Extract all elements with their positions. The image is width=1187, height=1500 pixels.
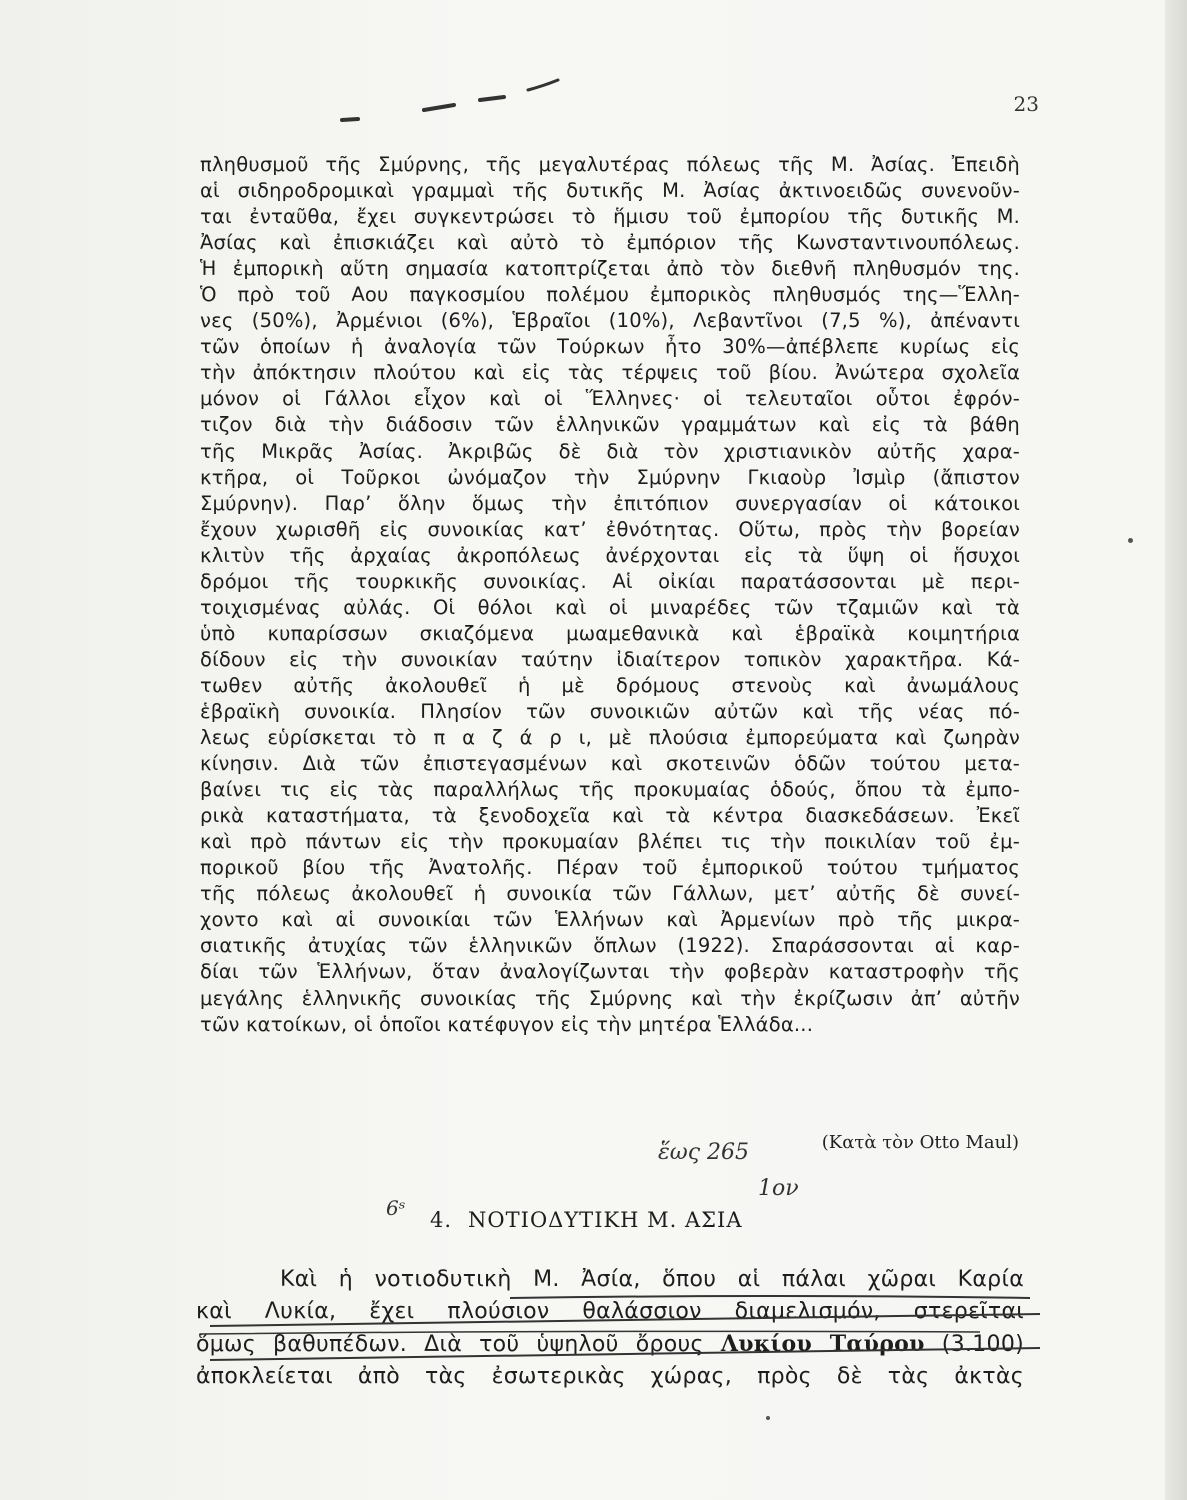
- text-line: ἀποκλείεται ἀπὸ τὰς ἐσωτερικὰς χώρας, πρὸς δὲ τὰς ἀκτὰς: [196, 1364, 1024, 1389]
- attribution: (Κατὰ τὸν Otto Maul): [821, 1132, 1019, 1153]
- text-line: τῶν ὁποίων ἡ ἀναλογία τῶν Τούρκων ἦτο 30%—ἀπέβλεπε κυρίως εἰς: [200, 335, 1020, 359]
- section-number: 4.: [430, 1208, 453, 1232]
- text-line: αἱ σιδηροδρομικαὶ γραμμαὶ τῆς δυτικῆς Μ. Ἀσίας ἀκτινοειδῶς συνενοῦν-: [200, 179, 1020, 203]
- text-line: δρόμοι τῆς τουρκικῆς συνοικίας. Αἱ οἰκίαι παρατάσσονται μὲ περι-: [200, 569, 1020, 593]
- section-title: ΝΟΤΙΟΔΥΤΙΚΗ Μ. ΑΣΙΑ: [468, 1208, 743, 1232]
- text-line: Ὁ πρὸ τοῦ Αου παγκοσμίου πολέμου ἐμπορικὸς πληθυσμός της—Ἕλλη-: [200, 283, 1020, 307]
- text-line: νες (50%), Ἀρμένιοι (6%), Ἑβραῖοι (10%), Λεβαντῖνοι (7,5 %), ἀπέναντι: [200, 309, 1020, 333]
- text-line: μεγάλης ἑλληνικῆς συνοικίας τῆς Σμύρνης καὶ τὴν ἐκρίζωσιν ἀπ’ αὐτῆν: [200, 986, 1020, 1010]
- text-line: λεως εὑρίσκεται τὸ π α ζ ά ρ ι, μὲ πλούσια ἐμπορεύματα καὶ ζωηρὰν: [200, 726, 1020, 750]
- pen-underlines: [180, 1290, 1040, 1410]
- text-line: τὴν ἀπόκτησιν πλούτου καὶ εἰς τὰς τέρψεις τοῦ βίου. Ἀνώτερα σχολεῖα: [200, 361, 1020, 385]
- text-line: ἑβραϊκὴ συνοικία. Πλησίον τῶν συνοικιῶν αὐτῶν καὶ τῆς νέας πό-: [200, 699, 1020, 723]
- text-line: τῆς πόλεως ἀκολουθεῖ ἡ συνοικία τῶν Γάλλων, μετ’ αὐτῆς δὲ συνεί-: [200, 882, 1020, 906]
- ink-speck: [1128, 538, 1133, 543]
- text-line: ἔχουν χωρισθῆ εἰς συνοικίας κατ’ ἐθνότητας. Οὕτω, πρὸς τὴν βορείαν: [200, 517, 1020, 541]
- text-line: Σμύρνην). Παρ’ ὅλην ὅμως τὴν ἐπιτόπιον συνεργασίαν οἱ κάτοικοι: [200, 491, 1020, 515]
- text-line: κτῆρα, οἱ Τοῦρκοι ὠνόμαζον τὴν Σμύρνην Γκιαοὺρ Ἰσμὶρ (ἄπιστον: [200, 465, 1020, 489]
- section-heading: [430, 1208, 743, 1232]
- text-line: βαίνει τις εἰς τὰς παραλλήλως τῆς προκυμαίας ὁδούς, ὅπου τὰ ἐμπο-: [200, 778, 1020, 802]
- text-line: κλιτὺν τῆς ἀρχαίας ἀκροπόλεως ἀνέρχονται εἰς τὰ ὕψη οἱ ἥσυχοι: [200, 543, 1020, 567]
- text-line: πληθυσμοῦ τῆς Σμύρνης, τῆς μεγαλυτέρας πόλεως τῆς Μ. Ἀσίας. Ἐπειδὴ: [200, 153, 1020, 176]
- text-line: ρικὰ καταστήματα, τὰ ξενοδοχεῖα καὶ τὰ κέντρα διασκεδάσεων. Ἐκεῖ: [200, 804, 1020, 828]
- text-line: Ἡ ἐμπορικὴ αὕτη σημασία κατοπτρίζεται ἀπὸ τὸν διεθνῆ πληθυσμόν της.: [200, 257, 1020, 281]
- text-line: μόνον οἱ Γάλλοι εἶχον καὶ οἱ Ἕλληνες· οἱ τελευταῖοι οὗτοι ἐφρόν-: [200, 387, 1020, 411]
- handwritten-note: ἕως 265: [658, 1140, 750, 1165]
- text-line: τοιχισμένας αὐλάς. Οἱ θόλοι καὶ οἱ μιναρέδες τῶν τζαμιῶν καὶ τὰ: [200, 595, 1020, 619]
- text-line: τωθεν αὐτῆς ἀκολουθεῖ ἡ μὲ δρόμους στενοὺς καὶ ἀνωμάλους: [200, 673, 1020, 697]
- text-line: Ἀσίας καὶ ἐπισκιάζει καὶ αὐτὸ τὸ ἐμπόριον τῆς Κωνσταντινουπόλεως.: [200, 231, 1020, 255]
- pen-dash-marks: [338, 72, 578, 132]
- page-edge-shadow: [1165, 0, 1187, 1500]
- text-line: πορικοῦ βίου τῆς Ἀνατολῆς. Πέραν τοῦ ἐμπορικοῦ τούτου τμήματος: [200, 856, 1020, 880]
- handwritten-note: 1ον: [758, 1176, 799, 1201]
- handwritten-note: 6ˢ: [386, 1196, 406, 1220]
- bold-term: Λυκίου Ταύρου: [720, 1331, 925, 1357]
- text-line: καὶ Λυκία, ἔχει πλούσιον θαλάσσιον διαμελισμόν, στερεῖται: [196, 1299, 1024, 1324]
- text-line: σιατικῆς ἀτυχίας τῶν ἑλληνικῶν ὅπλων (1922). Σπαράσσονται αἱ καρ-: [200, 934, 1020, 958]
- text-line: κίνησιν. Διὰ τῶν ἐπιστεγασμένων καὶ σκοτεινῶν ὁδῶν τούτου μετα-: [200, 752, 1020, 776]
- text-line: καὶ πρὸ πάντων εἰς τὴν προκυμαίαν βλέπει τις τὴν ποικιλίαν τοῦ ἐμ-: [200, 830, 1020, 854]
- body-text: [200, 152, 1020, 1038]
- text-line: χοντο καὶ αἱ συνοικίαι τῶν Ἑλλήνων καὶ Ἀρμενίων πρὸ τῆς μικρα-: [200, 908, 1020, 932]
- text-line: ὑπὸ κυπαρίσσων σκιαζόμενα μωαμεθανικὰ καὶ ἑβραϊκὰ κοιμητήρια: [200, 621, 1020, 645]
- text-fragment: (3.100): [941, 1332, 1025, 1357]
- text-fragment: ὅμως βαθυπέδων. Διὰ τοῦ ὑψηλοῦ ὄρους: [196, 1332, 704, 1357]
- text-line: τῶν κατοίκων, οἱ ὁποῖοι κατέφυγον εἰς τὴν μητέρα Ἑλλάδα...: [200, 1012, 814, 1036]
- text-line: Καὶ ἡ νοτιοδυτικὴ Μ. Ἀσία, ὅπου αἱ πάλαι χῶραι Καρία: [280, 1267, 1024, 1292]
- text-line: τῆς Μικρᾶς Ἀσίας. Ἀκριβῶς δὲ διὰ τὸν χριστιανικὸν αὐτῆς χαρα-: [200, 439, 1020, 463]
- text-line: δίδουν εἰς τὴν συνοικίαν ταύτην ἰδιαίτερον τοπικὸν χαρακτῆρα. Κά-: [200, 647, 1020, 671]
- text-line: τιζον διὰ τὴν διάδοσιν τῶν ἑλληνικῶν γραμμάτων καὶ εἰς τὰ βάθη: [200, 413, 1020, 437]
- ink-speck: [766, 1416, 770, 1420]
- page-number: 23: [1013, 92, 1039, 116]
- text-line: δίαι τῶν Ἑλλήνων, ὅταν ἀναλογίζωνται τὴν φοβερὰν καταστροφὴν τῆς: [200, 960, 1020, 984]
- text-line: ται ἐνταῦθα, ἔχει συγκεντρώσει τὸ ἥμισυ τοῦ ἐμπορίου τῆς δυτικῆς Μ.: [200, 205, 1020, 229]
